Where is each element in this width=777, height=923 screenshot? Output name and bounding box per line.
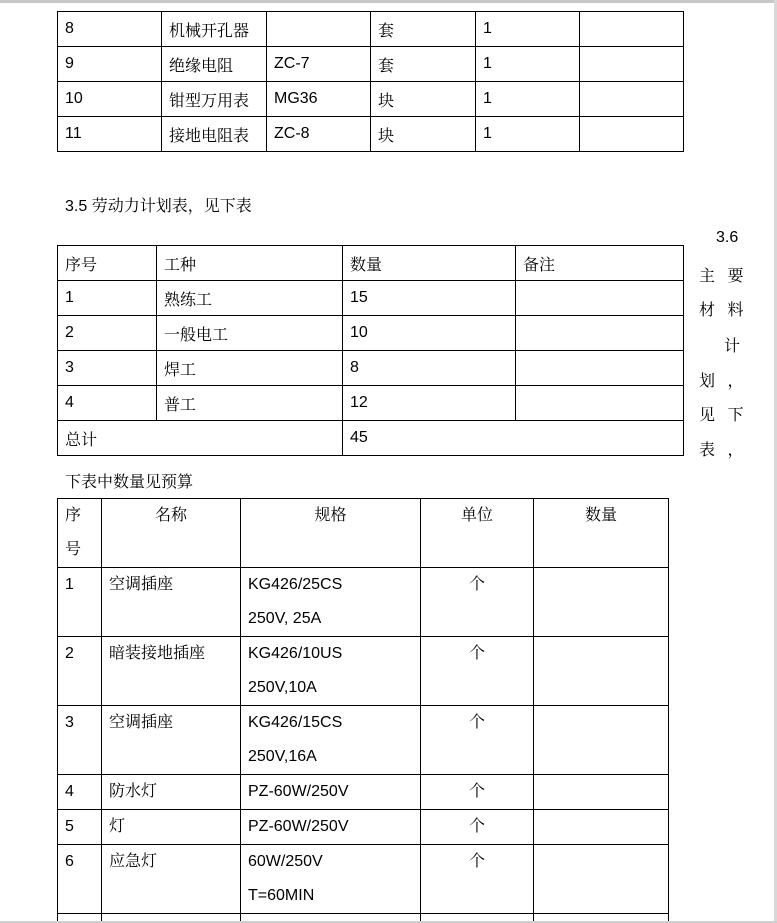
cell-qty xyxy=(534,637,669,706)
cell-unit: 个 xyxy=(421,810,534,845)
equipment-table-body xyxy=(58,12,684,152)
materials-intro: 下表中数量见预算 xyxy=(65,474,194,491)
cell-qty: 8 xyxy=(343,351,516,386)
cell-note xyxy=(516,316,684,351)
labor-table-body xyxy=(58,281,684,421)
spec-line-1: 60W/250V xyxy=(248,853,323,870)
cell-qty xyxy=(534,568,669,637)
cell-no: 4 xyxy=(58,775,102,810)
header-cell-no: 序号 xyxy=(58,246,157,281)
cell-qty xyxy=(534,810,669,845)
header-cell-unit: 单位 xyxy=(421,499,534,568)
cell-qty: 1 xyxy=(476,47,580,82)
cell-name: 钳型万用表 xyxy=(162,82,267,117)
cell-unit: 套 xyxy=(371,12,476,47)
header-no-line1: 序 xyxy=(65,507,82,524)
table-row xyxy=(58,386,684,421)
spec-line-1: KG426/15CS xyxy=(248,714,343,731)
spec-line-2: 250V,10A xyxy=(248,679,317,696)
cell-note xyxy=(516,281,684,316)
cell-no: 3 xyxy=(58,706,102,775)
cell-name: 接地电阻表 xyxy=(162,117,267,152)
materials-header-row xyxy=(58,499,669,568)
cell-type: 普工 xyxy=(157,386,343,421)
table-row xyxy=(58,637,669,706)
cell-spec xyxy=(241,810,421,845)
cell-name: 空调插座 xyxy=(102,706,241,775)
side-heading-line: 见 下 xyxy=(699,407,748,424)
cell-model xyxy=(267,12,371,47)
cell-spec xyxy=(241,706,421,775)
side-heading-line: 3.6 xyxy=(716,229,739,246)
header-cell-qty: 数量 xyxy=(343,246,516,281)
window-top-border xyxy=(0,0,777,3)
cell-no: 8 xyxy=(58,12,162,47)
table-row xyxy=(58,706,669,775)
materials-table xyxy=(57,498,669,923)
cell-no: 4 xyxy=(58,386,157,421)
cell-spec xyxy=(241,845,421,914)
cell-unit: 个 xyxy=(421,775,534,810)
labor-table-header-row xyxy=(58,246,684,281)
table-row xyxy=(58,316,684,351)
spec-line-2: T=60MIN xyxy=(248,887,315,904)
cell-no: 1 xyxy=(58,281,157,316)
spec-line-1: PZ-60W/250V xyxy=(248,818,349,835)
materials-table-body xyxy=(58,568,669,914)
header-cell-name: 名称 xyxy=(102,499,241,568)
cell-note xyxy=(580,12,684,47)
cell-note xyxy=(580,117,684,152)
cell-name: 灯 xyxy=(102,810,241,845)
side-heading-line: 主 要 xyxy=(699,268,748,285)
side-heading-line: 划 ， xyxy=(699,373,748,390)
cell-qty: 1 xyxy=(476,117,580,152)
header-cell-note: 备注 xyxy=(516,246,684,281)
labor-total-row xyxy=(58,421,684,456)
spec-line-1: KG426/10US xyxy=(248,645,343,662)
cell-unit: 个 xyxy=(421,568,534,637)
side-heading-line: 计 xyxy=(724,338,741,355)
cell-note xyxy=(516,386,684,421)
table-row xyxy=(58,82,684,117)
cell-name: 暗装接地插座 xyxy=(102,637,241,706)
cell-model: MG36 xyxy=(267,82,371,117)
cell-name: 空调插座 xyxy=(102,568,241,637)
table-row xyxy=(58,810,669,845)
cell-no: 2 xyxy=(58,637,102,706)
side-heading-line: 表 ， xyxy=(699,442,748,459)
labor-table xyxy=(57,245,684,456)
cell-qty xyxy=(534,845,669,914)
table-row xyxy=(58,12,684,47)
cell-qty: 12 xyxy=(343,386,516,421)
header-cell-qty: 数量 xyxy=(534,499,669,568)
cell-model: ZC-8 xyxy=(267,117,371,152)
cell-type: 一般电工 xyxy=(157,316,343,351)
cell-unit: 个 xyxy=(421,637,534,706)
cell-qty xyxy=(534,775,669,810)
spec-line-1: KG426/25CS xyxy=(248,576,343,593)
cell-name: 应急灯 xyxy=(102,845,241,914)
cell-spec xyxy=(241,568,421,637)
cell-qty xyxy=(534,706,669,775)
table-row xyxy=(58,845,669,914)
labor-section-heading: 3.5 劳动力计划表，见下表 xyxy=(65,198,252,215)
cell-no: 10 xyxy=(58,82,162,117)
header-no-line2: 号 xyxy=(65,541,82,558)
table-row xyxy=(58,351,684,386)
header-cell-type: 工种 xyxy=(157,246,343,281)
cell-no: 2 xyxy=(58,316,157,351)
cell-spec xyxy=(241,637,421,706)
table-row xyxy=(58,117,684,152)
cell-qty: 1 xyxy=(476,12,580,47)
cell-name: 机械开孔器 xyxy=(162,12,267,47)
cell-no: 3 xyxy=(58,351,157,386)
equipment-table xyxy=(57,11,684,152)
table-row xyxy=(58,775,669,810)
cell-unit: 个 xyxy=(421,845,534,914)
cell-no: 5 xyxy=(58,810,102,845)
cell-name: 绝缘电阻 xyxy=(162,47,267,82)
cell-unit: 块 xyxy=(371,82,476,117)
table-row xyxy=(58,568,669,637)
cell-unit: 块 xyxy=(371,117,476,152)
cell-note xyxy=(516,351,684,386)
cell-unit: 套 xyxy=(371,47,476,82)
header-cell-spec: 规格 xyxy=(241,499,421,568)
cell-note xyxy=(580,82,684,117)
cell-no: 11 xyxy=(58,117,162,152)
cell-type: 熟练工 xyxy=(157,281,343,316)
spec-line-2: 250V, 25A xyxy=(248,610,322,627)
cell-qty: 1 xyxy=(476,82,580,117)
cell-unit: 个 xyxy=(421,706,534,775)
header-cell-no xyxy=(58,499,102,568)
cell-spec xyxy=(241,775,421,810)
cell-no: 9 xyxy=(58,47,162,82)
cell-name: 防水灯 xyxy=(102,775,241,810)
total-label: 总计 xyxy=(58,421,343,456)
cell-type: 焊工 xyxy=(157,351,343,386)
cell-qty: 10 xyxy=(343,316,516,351)
cell-note xyxy=(580,47,684,82)
cell-model: ZC-7 xyxy=(267,47,371,82)
cell-qty: 15 xyxy=(343,281,516,316)
table-row xyxy=(58,281,684,316)
cell-no: 1 xyxy=(58,568,102,637)
cell-no: 6 xyxy=(58,845,102,914)
side-heading-line: 材 料 xyxy=(699,302,748,319)
spec-line-2: 250V,16A xyxy=(248,748,317,765)
total-qty: 45 xyxy=(343,421,684,456)
spec-line-1: PZ-60W/250V xyxy=(248,783,349,800)
table-row xyxy=(58,47,684,82)
